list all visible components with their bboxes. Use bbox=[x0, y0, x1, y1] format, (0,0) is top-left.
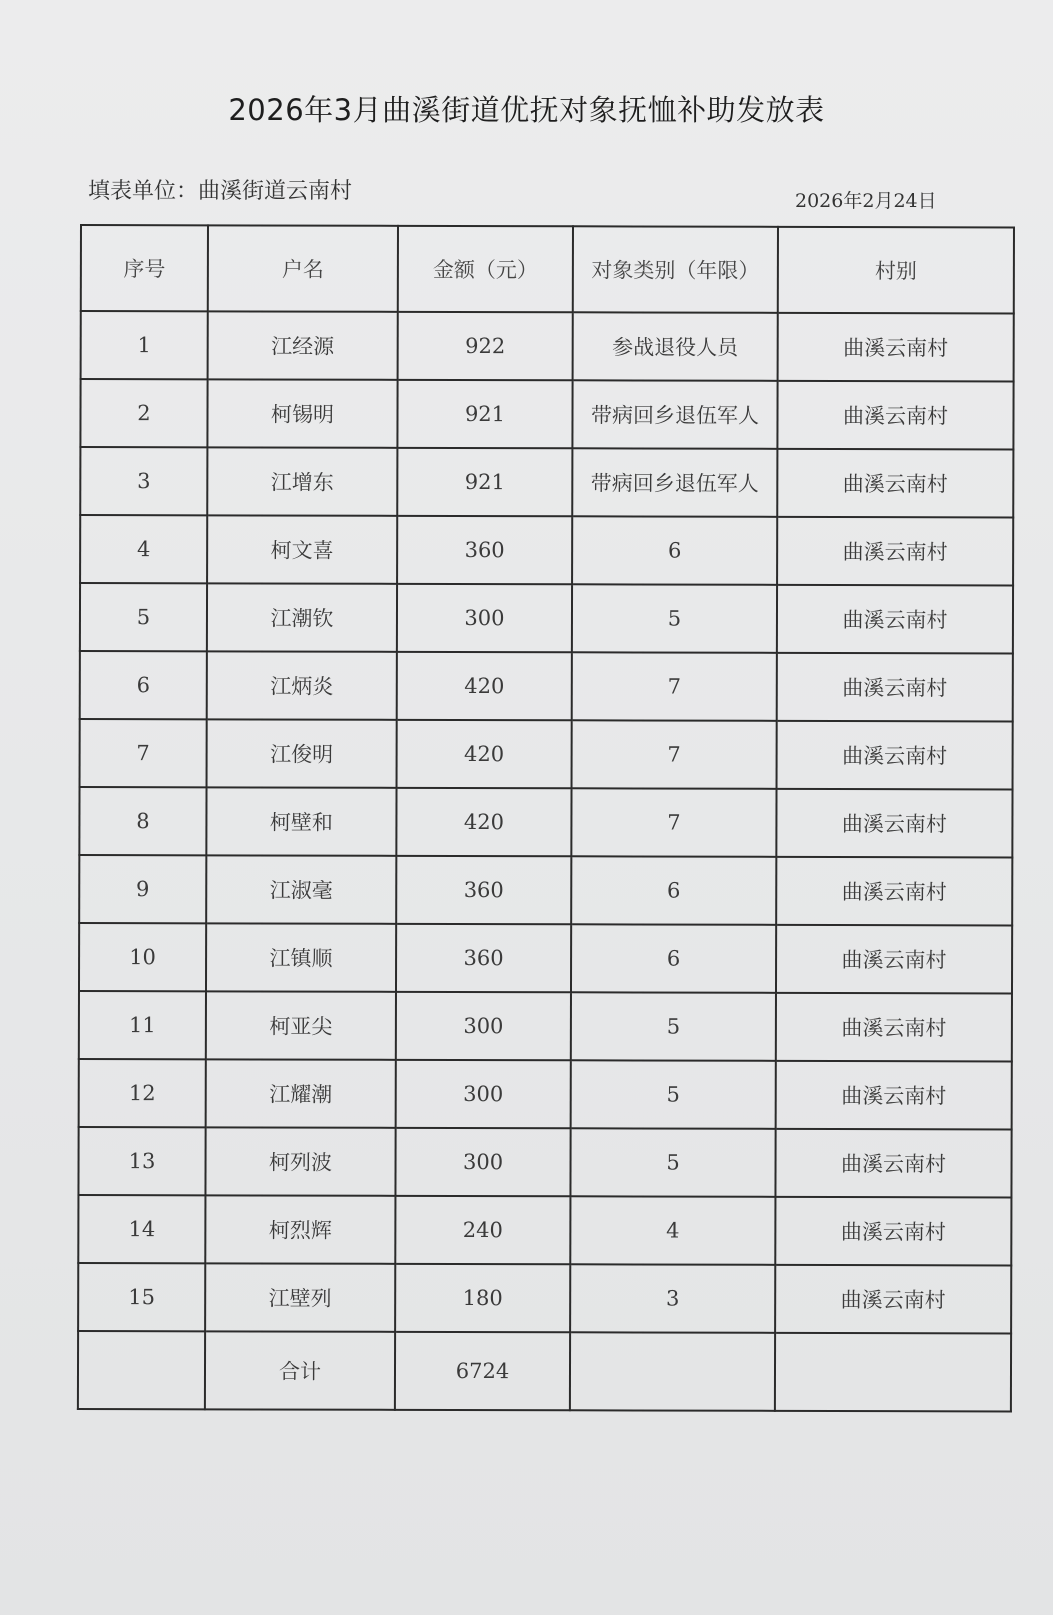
cell-category: 3 bbox=[570, 1264, 775, 1333]
table-row bbox=[79, 923, 1012, 993]
subsidy-table bbox=[77, 224, 1015, 1412]
cell-village: 曲溪云南村 bbox=[775, 1265, 1011, 1334]
cell-village: 曲溪云南村 bbox=[777, 517, 1013, 586]
cell-seq: 7 bbox=[80, 719, 207, 787]
total-row bbox=[78, 1331, 1011, 1411]
cell-name: 江俊明 bbox=[207, 719, 397, 787]
cell-category: 带病回乡退伍军人 bbox=[572, 448, 777, 517]
cell-amount: 420 bbox=[396, 788, 571, 856]
cell-category: 6 bbox=[572, 516, 777, 585]
cell-village: 曲溪云南村 bbox=[775, 1197, 1011, 1266]
cell-category: 5 bbox=[571, 1060, 776, 1129]
header-amount: 金额（元） bbox=[398, 226, 573, 312]
cell-name: 柯壁和 bbox=[206, 787, 396, 855]
cell-category: 参战退役人员 bbox=[573, 312, 778, 381]
cell-village: 曲溪云南村 bbox=[777, 653, 1013, 722]
cell-amount: 922 bbox=[398, 312, 573, 380]
cell-amount: 180 bbox=[395, 1264, 570, 1332]
cell-amount: 300 bbox=[396, 992, 571, 1060]
cell-seq: 9 bbox=[79, 855, 206, 923]
table-row bbox=[79, 991, 1012, 1061]
total-empty-cell bbox=[775, 1333, 1011, 1412]
total-amount: 6724 bbox=[395, 1332, 570, 1410]
document-date: 2026年2月24日 bbox=[795, 190, 937, 212]
table-row bbox=[80, 515, 1013, 585]
cell-village: 曲溪云南村 bbox=[777, 449, 1013, 518]
cell-amount: 921 bbox=[397, 448, 572, 516]
cell-seq: 11 bbox=[79, 991, 206, 1059]
table-row bbox=[80, 651, 1013, 721]
cell-seq: 10 bbox=[79, 923, 206, 991]
cell-name: 柯亚尖 bbox=[206, 991, 396, 1059]
cell-village: 曲溪云南村 bbox=[776, 789, 1012, 858]
cell-name: 江壁列 bbox=[205, 1263, 395, 1331]
cell-seq: 4 bbox=[80, 515, 207, 583]
header-name: 户名 bbox=[208, 225, 398, 311]
cell-name: 江淑毫 bbox=[206, 855, 396, 923]
cell-village: 曲溪云南村 bbox=[776, 925, 1012, 994]
filling-unit: 填表单位：曲溪街道云南村 bbox=[88, 179, 353, 204]
table-row bbox=[80, 379, 1013, 449]
cell-seq: 6 bbox=[80, 651, 207, 719]
table-row bbox=[79, 1059, 1012, 1129]
table-row bbox=[80, 583, 1013, 653]
cell-category: 7 bbox=[572, 720, 777, 789]
table-row bbox=[80, 447, 1013, 517]
cell-seq: 2 bbox=[80, 379, 207, 447]
header-village: 村别 bbox=[778, 227, 1014, 314]
cell-seq: 3 bbox=[80, 447, 207, 515]
table-row bbox=[79, 787, 1012, 857]
cell-village: 曲溪云南村 bbox=[777, 721, 1013, 790]
cell-name: 江耀潮 bbox=[206, 1059, 396, 1127]
cell-village: 曲溪云南村 bbox=[777, 585, 1013, 654]
cell-category: 4 bbox=[570, 1196, 775, 1265]
cell-amount: 360 bbox=[396, 924, 571, 992]
cell-name: 江镇顺 bbox=[206, 923, 396, 991]
cell-seq: 5 bbox=[80, 583, 207, 651]
cell-seq: 12 bbox=[79, 1059, 206, 1127]
cell-amount: 360 bbox=[397, 516, 572, 584]
cell-village: 曲溪云南村 bbox=[776, 857, 1012, 926]
cell-category: 5 bbox=[571, 992, 776, 1061]
cell-seq: 8 bbox=[79, 787, 206, 855]
cell-name: 江增东 bbox=[207, 447, 397, 515]
table-row bbox=[78, 1263, 1011, 1333]
cell-name: 柯列波 bbox=[205, 1127, 395, 1195]
cell-village: 曲溪云南村 bbox=[776, 1061, 1012, 1130]
cell-seq: 14 bbox=[78, 1195, 205, 1263]
cell-seq: 1 bbox=[81, 311, 208, 379]
table-row bbox=[79, 855, 1012, 925]
table-row bbox=[78, 1195, 1011, 1265]
table-row bbox=[80, 719, 1013, 789]
cell-category: 带病回乡退伍军人 bbox=[572, 380, 777, 449]
total-label: 合计 bbox=[205, 1331, 395, 1409]
cell-amount: 360 bbox=[396, 856, 571, 924]
cell-amount: 240 bbox=[395, 1196, 570, 1264]
header-seq: 序号 bbox=[81, 225, 208, 311]
cell-amount: 921 bbox=[397, 380, 572, 448]
cell-category: 6 bbox=[571, 924, 776, 993]
cell-name: 柯锡明 bbox=[207, 379, 397, 447]
table-row bbox=[81, 311, 1014, 381]
page-title: 2026年3月曲溪街道优抚对象抚恤补助发放表 bbox=[228, 93, 825, 127]
cell-village: 曲溪云南村 bbox=[778, 313, 1014, 382]
cell-amount: 300 bbox=[397, 584, 572, 652]
cell-category: 7 bbox=[572, 652, 777, 721]
cell-amount: 420 bbox=[397, 652, 572, 720]
cell-name: 江炳炎 bbox=[207, 651, 397, 719]
cell-name: 江潮钦 bbox=[207, 583, 397, 651]
cell-amount: 420 bbox=[397, 720, 572, 788]
table-body bbox=[78, 311, 1014, 1333]
cell-seq: 13 bbox=[78, 1127, 205, 1195]
cell-category: 6 bbox=[571, 856, 776, 925]
table-row bbox=[78, 1127, 1011, 1197]
cell-category: 7 bbox=[571, 788, 776, 857]
header-category: 对象类别（年限） bbox=[573, 226, 778, 313]
total-empty-cell bbox=[570, 1332, 775, 1411]
cell-name: 江经源 bbox=[208, 311, 398, 379]
cell-amount: 300 bbox=[396, 1060, 571, 1128]
cell-name: 柯文喜 bbox=[207, 515, 397, 583]
cell-name: 柯烈辉 bbox=[205, 1195, 395, 1263]
cell-seq: 15 bbox=[78, 1263, 205, 1331]
table-header-row bbox=[81, 225, 1014, 313]
cell-amount: 300 bbox=[395, 1128, 570, 1196]
cell-village: 曲溪云南村 bbox=[775, 1129, 1011, 1198]
cell-village: 曲溪云南村 bbox=[776, 993, 1012, 1062]
total-empty-cell bbox=[78, 1331, 205, 1409]
cell-category: 5 bbox=[570, 1128, 775, 1197]
cell-village: 曲溪云南村 bbox=[777, 381, 1013, 450]
cell-category: 5 bbox=[572, 584, 777, 653]
table-container bbox=[77, 224, 1013, 1412]
